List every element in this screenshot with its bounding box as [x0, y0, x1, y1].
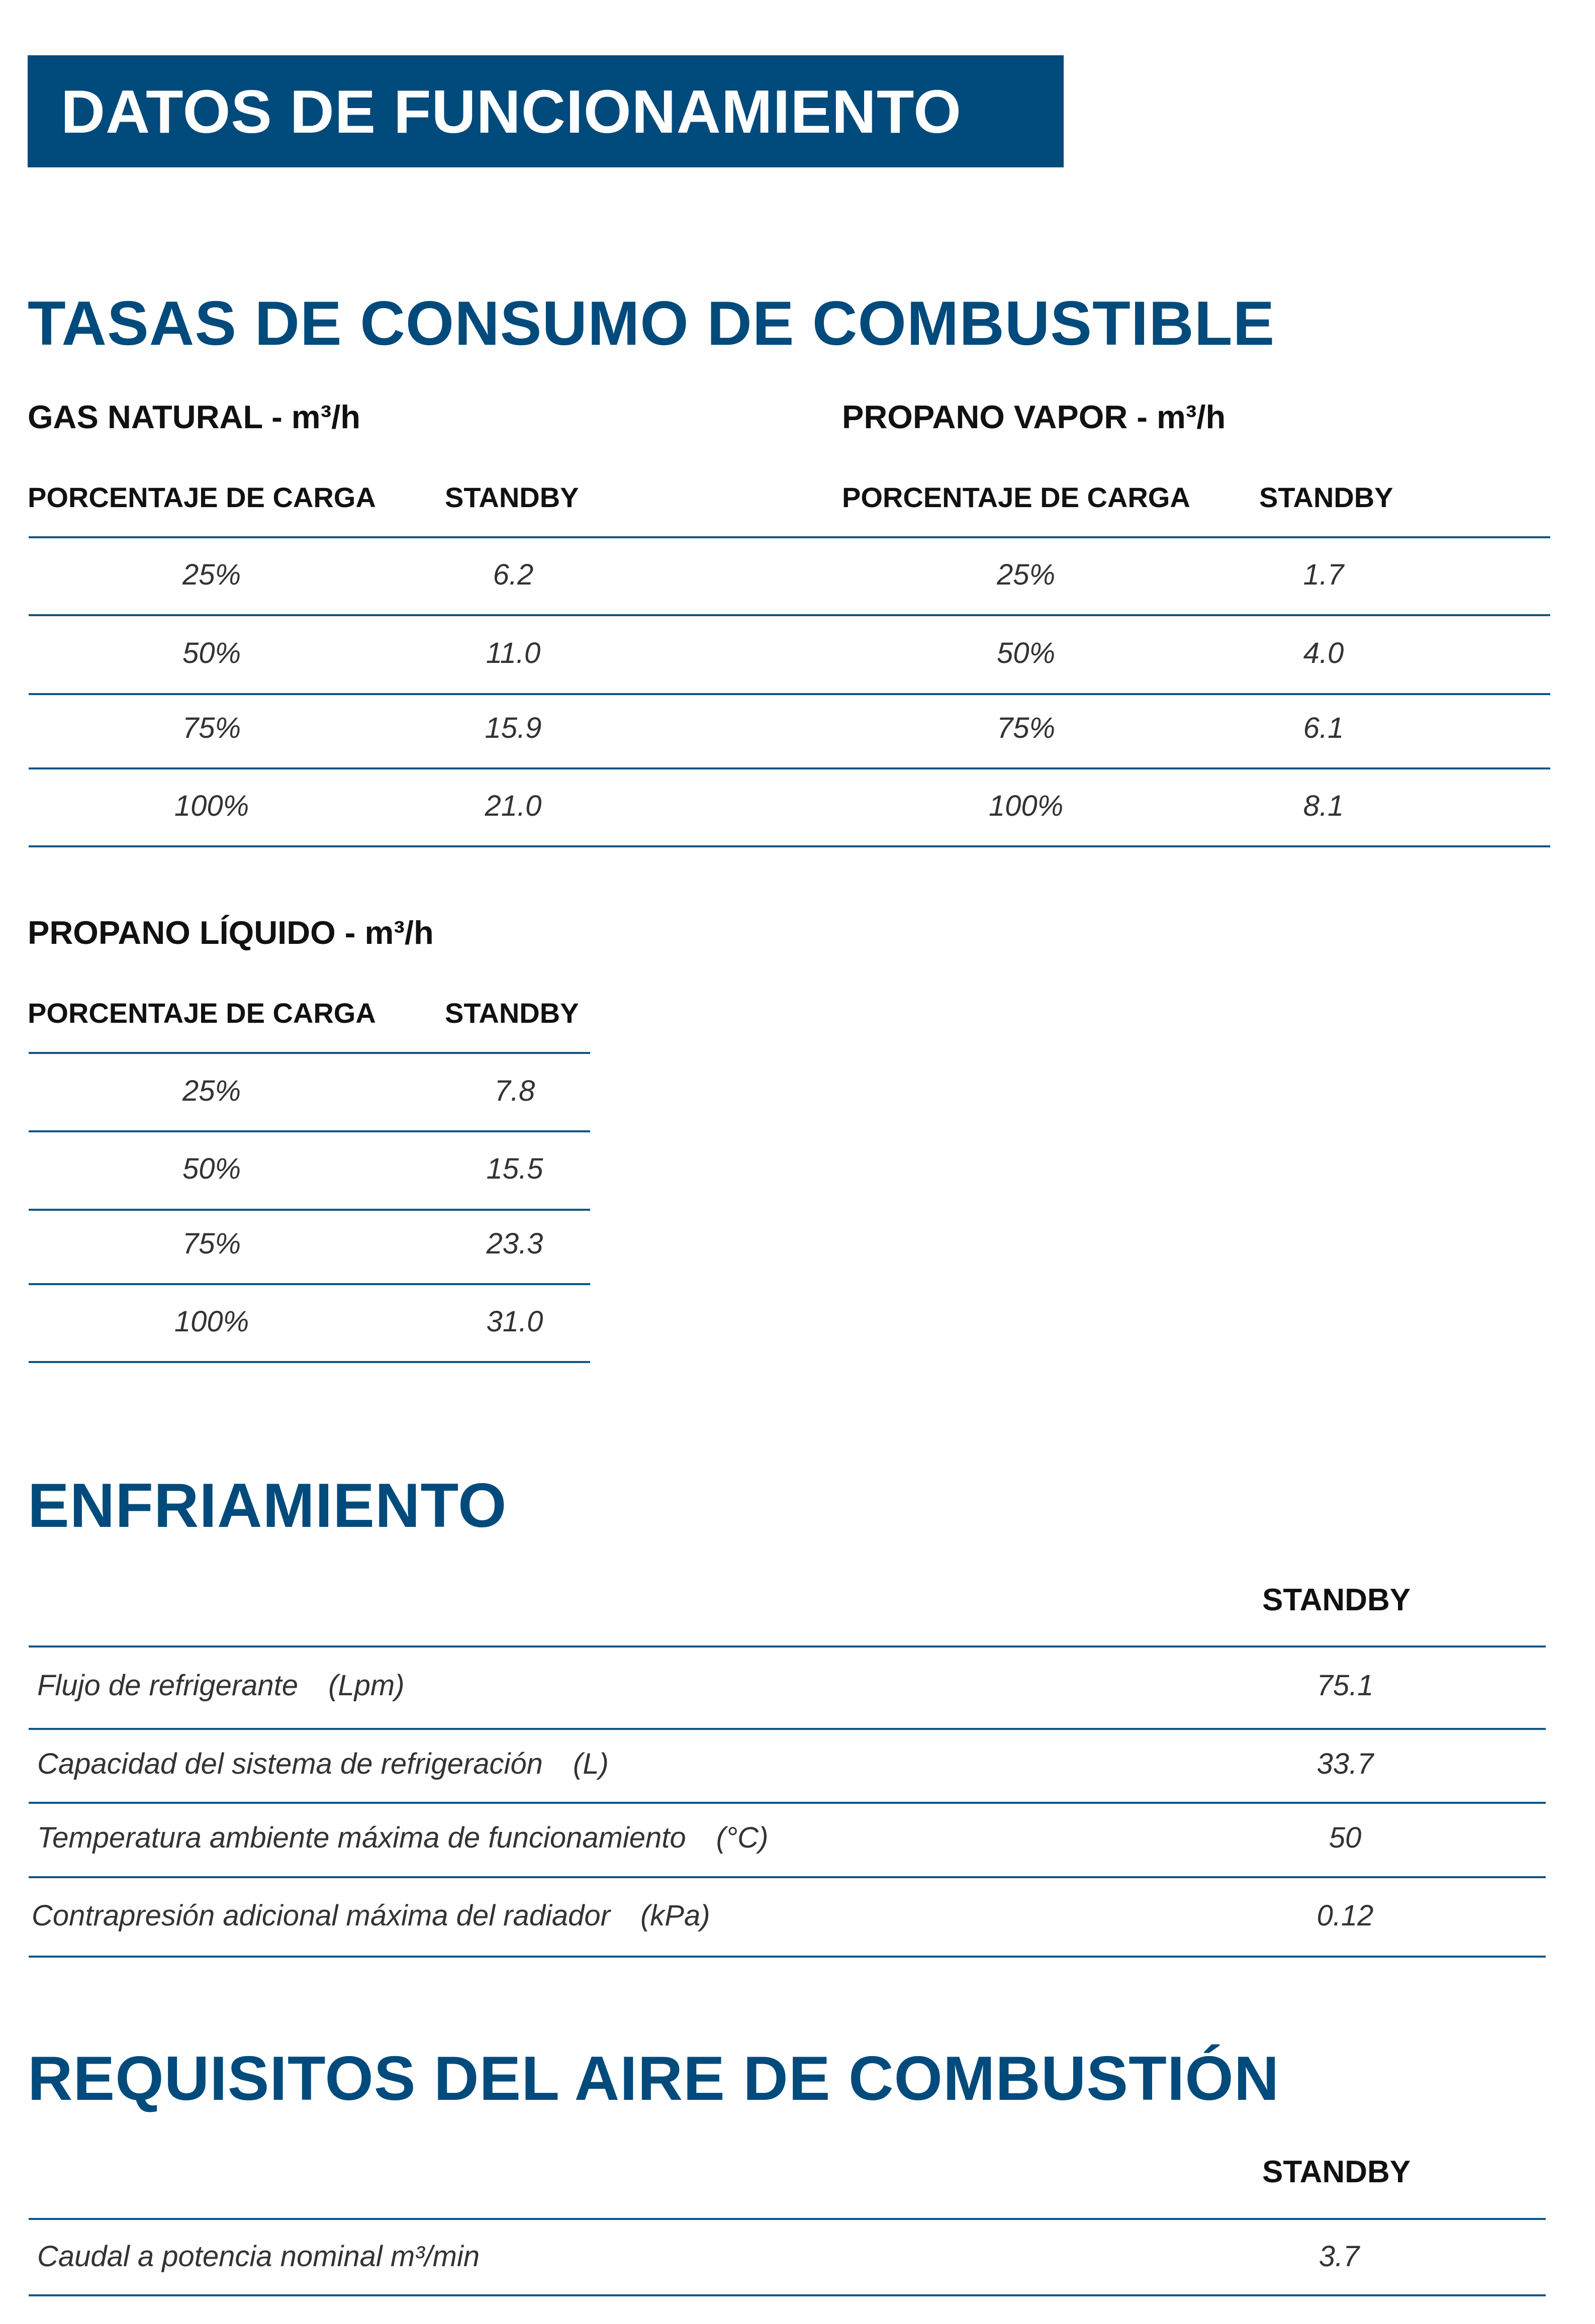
propane-liquid-standby-cell: 31.0 [486, 1305, 543, 1338]
cooling-label-text: Flujo de refrigerante [37, 1669, 299, 1702]
air-row-label: Caudal a potencia nominal m³/min [37, 2240, 480, 2273]
propane-vapor-standby-cell: 4.0 [1303, 637, 1344, 669]
propane-liquid-standby-cell: 23.3 [486, 1227, 543, 1260]
fuel-section-title: TASAS DE CONSUMO DE COMBUSTIBLE [28, 289, 1275, 358]
divider [790, 536, 1550, 538]
natural-gas-load-cell: 50% [182, 637, 241, 669]
cooling-label-text: Capacidad del sistema de refrigeración [37, 1748, 543, 1780]
natural-gas-standby-cell: 21.0 [485, 790, 542, 822]
cooling-label-unit: (kPa) [640, 1899, 710, 1932]
cooling-section-title: ENFRIAMIENTO [28, 1471, 507, 1540]
cooling-label-unit: (°C) [716, 1821, 769, 1854]
divider [790, 693, 1550, 695]
page-banner [28, 55, 1064, 167]
cooling-label-unit: (Lpm) [328, 1669, 405, 1702]
air-section-title: REQUISITOS DEL AIRE DE COMBUSTIÓN [28, 2044, 1280, 2113]
divider [29, 1645, 1546, 1648]
cooling-row-label [37, 1669, 405, 1702]
divider [29, 1728, 1546, 1730]
propane-vapor-col-load: PORCENTAJE DE CARGA [842, 481, 1190, 513]
propane-vapor-col-standby: STANDBY [1259, 481, 1393, 513]
divider [790, 767, 1550, 769]
divider [29, 1130, 590, 1132]
divider [29, 536, 790, 538]
propane-vapor-title: PROPANO VAPOR - m³/h [842, 399, 1226, 435]
divider [29, 1052, 590, 1054]
natural-gas-standby-cell: 15.9 [485, 712, 542, 744]
divider [29, 845, 790, 847]
divider [29, 1209, 590, 1211]
divider [29, 1956, 1546, 1958]
cooling-label-text: Temperatura ambiente máxima de funcionamiento [37, 1821, 686, 1854]
divider [790, 845, 1550, 847]
natural-gas-col-standby: STANDBY [445, 481, 579, 513]
propane-vapor-load-cell: 50% [996, 637, 1056, 669]
cooling-value-cell: 50 [1329, 1821, 1362, 1854]
natural-gas-col-load: PORCENTAJE DE CARGA [28, 481, 376, 513]
propane-liquid-standby-cell: 7.8 [494, 1075, 535, 1107]
air-col-standby: STANDBY [1262, 2155, 1411, 2189]
cooling-row-label [32, 1899, 710, 1932]
cooling-label-unit: (L) [573, 1748, 609, 1780]
cooling-col-standby: STANDBY [1262, 1583, 1411, 1617]
cooling-row-label [37, 1747, 609, 1781]
divider [790, 614, 1550, 616]
divider [29, 2218, 1546, 2220]
banner-title: DATOS DE FUNCIONAMIENTO [61, 77, 962, 146]
propane-liquid-load-cell: 25% [182, 1075, 241, 1107]
air-value-cell: 3.7 [1319, 2240, 1360, 2273]
propane-liquid-load-cell: 75% [182, 1227, 241, 1260]
divider [29, 1802, 1546, 1804]
propane-liquid-col-standby: STANDBY [445, 997, 579, 1029]
propane-liquid-load-cell: 50% [182, 1152, 241, 1185]
natural-gas-standby-cell: 6.2 [493, 558, 534, 591]
divider [29, 1876, 1546, 1878]
divider [29, 767, 790, 769]
divider [29, 614, 790, 616]
divider [29, 693, 790, 695]
propane-vapor-load-cell: 75% [996, 712, 1056, 744]
natural-gas-title: GAS NATURAL - m³/h [28, 399, 360, 435]
natural-gas-load-cell: 100% [174, 790, 249, 822]
propane-liquid-title: PROPANO LÍQUIDO - m³/h [28, 914, 434, 951]
cooling-value-cell: 0.12 [1317, 1899, 1374, 1932]
propane-vapor-standby-cell: 1.7 [1303, 558, 1344, 591]
propane-vapor-load-cell: 100% [988, 790, 1064, 822]
cooling-value-cell: 33.7 [1317, 1748, 1374, 1780]
propane-liquid-col-load: PORCENTAJE DE CARGA [28, 997, 376, 1029]
propane-vapor-load-cell: 25% [996, 558, 1056, 591]
propane-liquid-load-cell: 100% [174, 1305, 249, 1338]
cooling-value-cell: 75.1 [1317, 1669, 1374, 1702]
divider [29, 2294, 1546, 2296]
cooling-label-text: Contrapresión adicional máxima del radiador [32, 1899, 610, 1932]
divider [29, 1361, 590, 1363]
cooling-row-label [37, 1821, 768, 1855]
propane-vapor-standby-cell: 8.1 [1303, 790, 1344, 822]
natural-gas-load-cell: 25% [182, 558, 241, 591]
natural-gas-load-cell: 75% [182, 712, 241, 744]
propane-vapor-standby-cell: 6.1 [1303, 712, 1344, 744]
natural-gas-standby-cell: 11.0 [486, 637, 541, 669]
propane-liquid-standby-cell: 15.5 [486, 1152, 543, 1185]
divider [29, 1283, 590, 1285]
